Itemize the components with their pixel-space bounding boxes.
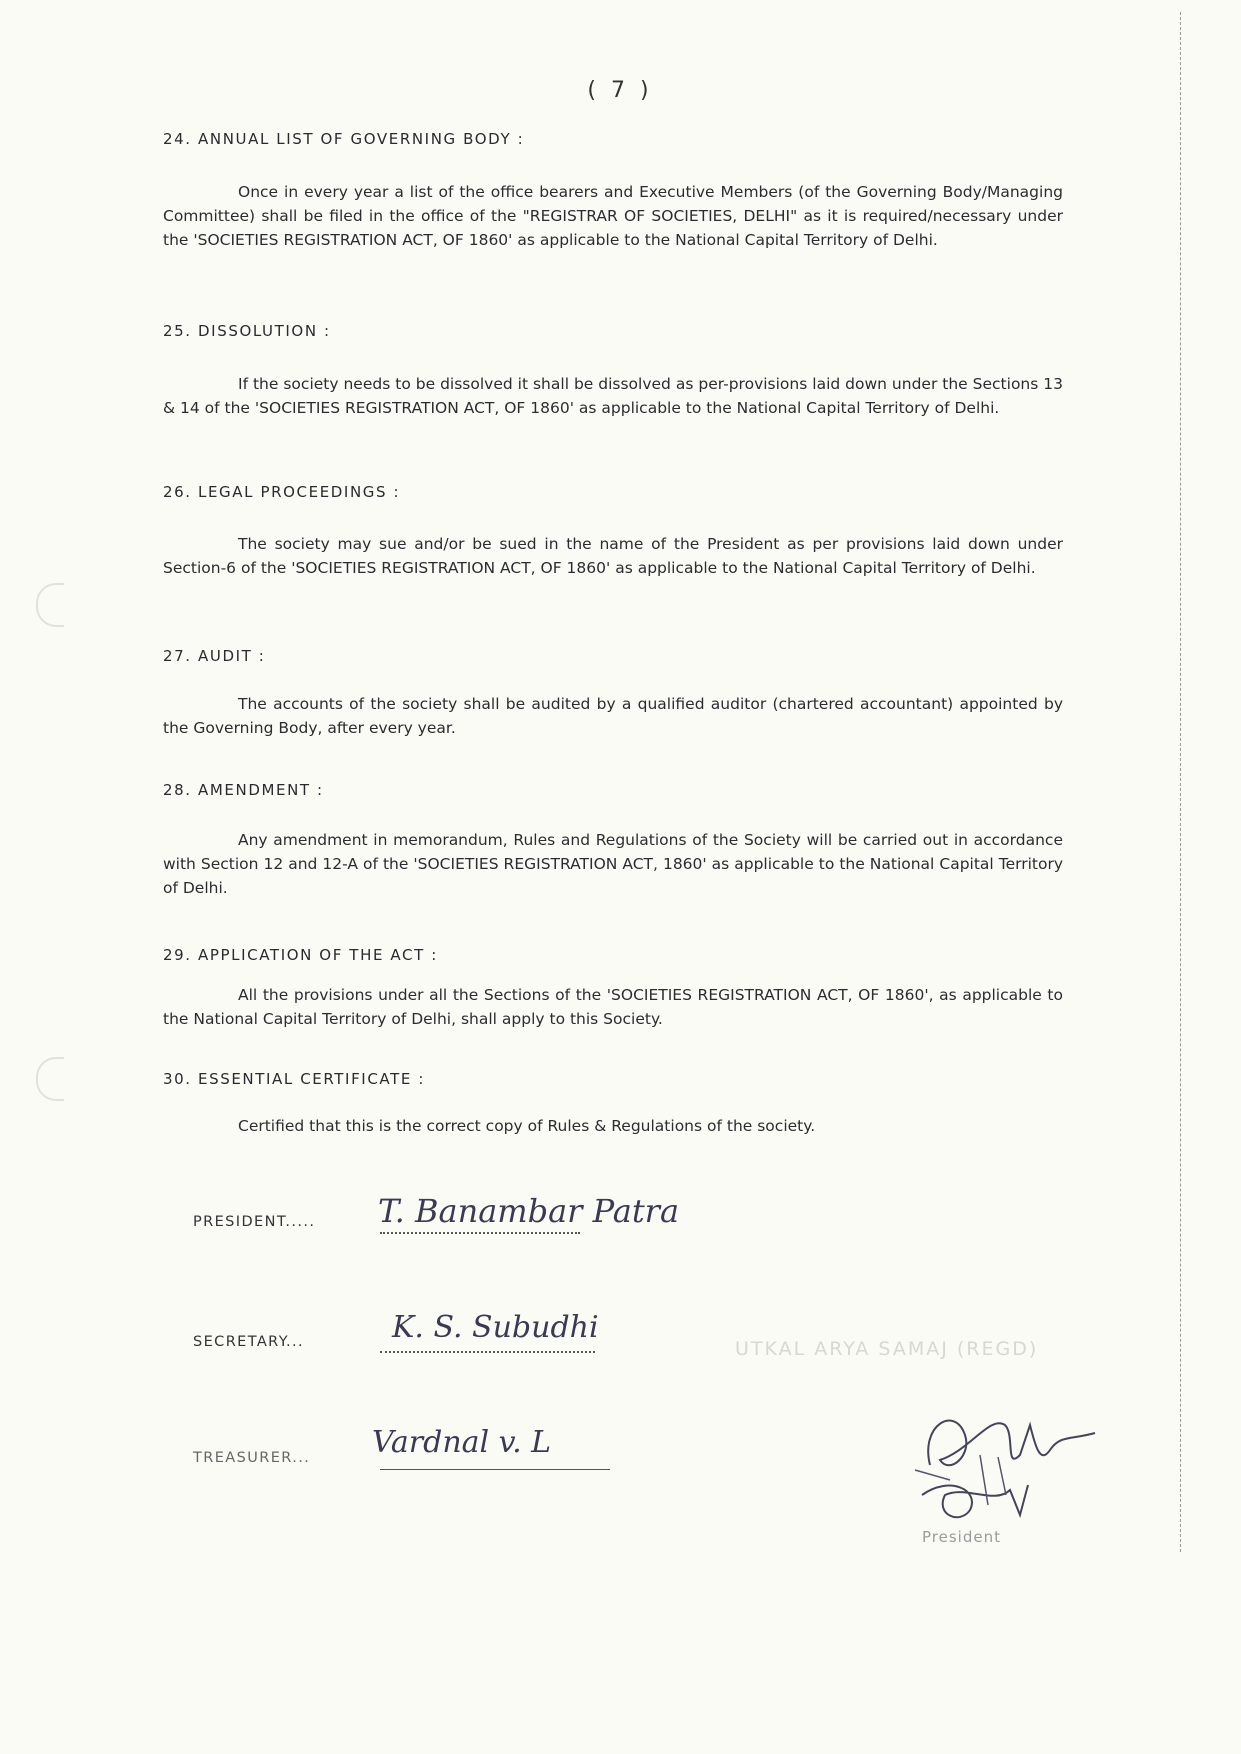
section-heading-24: 24. ANNUAL LIST OF GOVERNING BODY : — [163, 130, 525, 148]
section-heading-29: 29. APPLICATION OF THE ACT : — [163, 946, 438, 964]
section-body-25: If the society needs to be dissolved it shall be dissolved as per-provisions laid down under the Sections 13 & 14 of the 'SOCIETIES REGISTRATION ACT, OF 1860' as applicable to the National Capital Territory of Delhi. — [163, 375, 1063, 417]
treasurer-signature-line — [380, 1469, 610, 1470]
president-signature: T. Banambar Patra — [378, 1192, 680, 1230]
page-edge-line — [1180, 12, 1181, 1552]
punch-hole-bottom — [36, 1057, 64, 1101]
section-body-27: The accounts of the society shall be audited by a qualified auditor (chartered accountant) appointed by the Governing Body, after every year. — [163, 695, 1063, 737]
punch-hole-top — [36, 583, 64, 627]
president-label: PRESIDENT..... — [193, 1214, 316, 1230]
faded-organisation-stamp: UTKAL ARYA SAMAJ (REGD) — [735, 1338, 1039, 1360]
treasurer-signature: Vardnal v. L — [372, 1425, 552, 1460]
president-signature-line — [380, 1232, 580, 1234]
section-body-30: Certified that this is the correct copy of Rules & Regulations of the society. — [238, 1117, 816, 1135]
section-heading-25: 25. DISSOLUTION : — [163, 322, 331, 340]
president-seal-signature-icon — [910, 1395, 1100, 1530]
section-heading-28: 28. AMENDMENT : — [163, 781, 324, 799]
page-number: ( 7 ) — [587, 78, 653, 103]
seal-president-label: President — [922, 1528, 1001, 1546]
section-body-26: The society may sue and/or be sued in the name of the President as per provisions laid down under Section-6 of the 'SOCIETIES REGISTRATION ACT, OF 1860' as applicable to the National Capital Territory of Delhi. — [163, 535, 1063, 577]
section-heading-27: 27. AUDIT : — [163, 647, 266, 665]
secretary-signature-line — [380, 1351, 595, 1353]
secretary-signature: K. S. Subudhi — [392, 1310, 599, 1345]
section-heading-26: 26. LEGAL PROCEEDINGS : — [163, 483, 401, 501]
section-body-29: All the provisions under all the Sections of the 'SOCIETIES REGISTRATION ACT, OF 1860', as applicable to the National Capital Territory of Delhi, shall apply to this Society. — [163, 986, 1063, 1028]
section-body-28: Any amendment in memorandum, Rules and Regulations of the Society will be carried out in accordance with Section 12 and 12-A of the 'SOCIETIES REGISTRATION ACT, 1860' as applicable to the National Capital Territory of Delhi. — [163, 831, 1063, 897]
section-heading-30: 30. ESSENTIAL CERTIFICATE : — [163, 1070, 425, 1088]
section-body-24: Once in every year a list of the office bearers and Executive Members (of the Governing Body/Managing Committee) shall be filed in the office of the "REGISTRAR OF SOCIETIES, DELHI" as it is required/necessary under the 'SOCIETIES REGISTRATION ACT, OF 1860' as applicable to the National Capital Territory of Delhi. — [163, 183, 1063, 249]
treasurer-label: TREASURER... — [193, 1450, 311, 1466]
secretary-label: SECRETARY... — [193, 1334, 305, 1350]
